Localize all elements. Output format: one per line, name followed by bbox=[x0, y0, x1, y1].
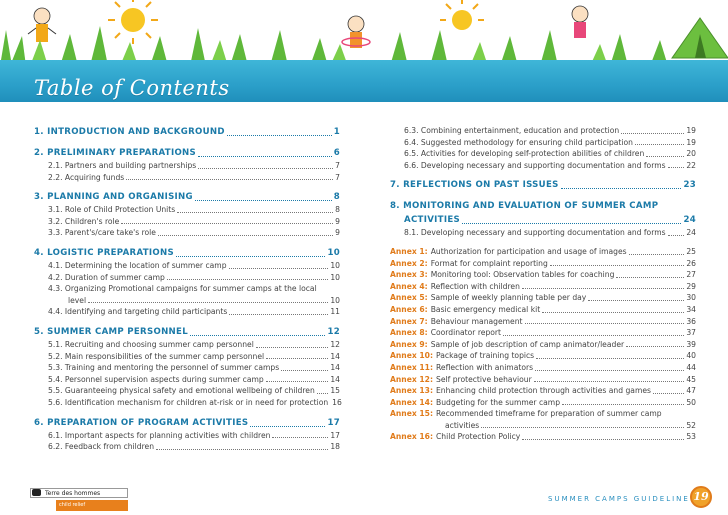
toc-page-number: 47 bbox=[686, 386, 696, 396]
toc-page-number: 24 bbox=[683, 215, 696, 226]
logo-mark-icon bbox=[32, 489, 41, 496]
toc-spacer bbox=[34, 183, 340, 190]
dot-leader bbox=[158, 227, 333, 236]
toc-page-number: 1 bbox=[333, 127, 340, 137]
toc-entry-label: Sample of weekly planning table per day bbox=[430, 293, 587, 303]
dot-leader bbox=[266, 351, 328, 360]
logo-tagline: child relief bbox=[56, 500, 128, 511]
toc-page-number: 10 bbox=[327, 247, 340, 258]
tent-icon bbox=[672, 18, 728, 58]
toc-entry-label: 6.3. Combining entertainment, education and protection bbox=[404, 126, 620, 135]
dot-leader bbox=[668, 227, 685, 236]
toc-section-entry bbox=[34, 246, 340, 260]
toc-spacer bbox=[390, 192, 696, 199]
toc-page-number: 19 bbox=[686, 126, 696, 135]
annex-entry bbox=[390, 431, 696, 443]
toc-page-number: 18 bbox=[330, 442, 340, 452]
toc-entry-label: Package of training topics bbox=[436, 351, 535, 361]
toc-page-number: 29 bbox=[686, 281, 696, 291]
page-footer bbox=[0, 478, 728, 515]
toc-entry-label: 6.5. Activities for developing self-protection abilities of children bbox=[404, 149, 645, 159]
toc-entry-label: 8.1. Developing necessary and supporting documentation and forms bbox=[404, 228, 666, 238]
toc-entry-label: Reflection with children bbox=[430, 281, 520, 291]
toc-page-number: 40 bbox=[686, 351, 696, 361]
toc-entry-label: activities bbox=[445, 420, 480, 430]
dot-leader bbox=[588, 292, 684, 301]
toc-entry-label: 6.2. Feedback from children bbox=[48, 442, 155, 452]
toc-subentry bbox=[34, 160, 340, 172]
toc-entry-label: 7. REFLECTIONS ON PAST ISSUES bbox=[390, 180, 559, 191]
dot-leader bbox=[195, 190, 332, 201]
toc-page-number: 44 bbox=[686, 362, 696, 372]
toc-page-number: 16 bbox=[332, 397, 342, 407]
toc-subentry bbox=[34, 306, 340, 318]
toc-page-number: 6 bbox=[333, 148, 340, 158]
toc-entry-label: 8. MONITORING AND EVALUATION OF SUMMER CAMP bbox=[390, 201, 659, 212]
dot-leader bbox=[227, 125, 332, 136]
dot-leader bbox=[266, 374, 329, 383]
toc-entry-label: 4.3. Organizing Promotional campaigns for summer camps at the local bbox=[48, 284, 317, 294]
dot-leader bbox=[635, 137, 684, 146]
toc-page-number: 15 bbox=[330, 386, 340, 396]
toc-page-number: 14 bbox=[330, 363, 340, 373]
dot-leader bbox=[317, 385, 329, 394]
sun-icon bbox=[440, 0, 484, 30]
annex-key: Annex 15: bbox=[390, 409, 433, 419]
toc-page-number: 14 bbox=[330, 351, 340, 361]
child-figure-icon bbox=[572, 6, 588, 38]
toc-entry-label: Behaviour management bbox=[430, 316, 523, 326]
toc-entry-label: 3.1. Role of Child Protection Units bbox=[48, 205, 176, 215]
toc-entry-label: 2. PRELIMINARY PREPARATIONS bbox=[34, 148, 197, 158]
toc-page-number: 22 bbox=[686, 160, 696, 170]
toc-subentry bbox=[34, 227, 340, 239]
annex-entry bbox=[390, 292, 696, 304]
header-banner bbox=[0, 0, 728, 110]
toc-section-entry bbox=[390, 199, 696, 213]
annex-entry bbox=[390, 258, 696, 270]
toc-page-number: 53 bbox=[686, 432, 696, 442]
toc-page-number: 10 bbox=[330, 260, 340, 270]
toc-page-number: 23 bbox=[683, 180, 696, 191]
annex-entry bbox=[390, 269, 696, 281]
toc-entry-label: 5.5. Guaranteeing physical safety and emotional wellbeing of children bbox=[48, 386, 315, 396]
toc-entry-label: 5.2. Main responsibilities of the summer camp personnel bbox=[48, 351, 265, 361]
dot-leader bbox=[126, 172, 333, 181]
toc-entry-label: level bbox=[68, 295, 87, 305]
toc-section-entry bbox=[34, 125, 340, 139]
toc-page-number: 10 bbox=[330, 272, 340, 282]
toc-entry-label: 5. SUMMER CAMP PERSONNEL bbox=[34, 326, 188, 337]
toc-page-number: 25 bbox=[686, 246, 696, 256]
toc-spacer bbox=[390, 239, 696, 246]
toc-subentry bbox=[34, 204, 340, 216]
dot-leader bbox=[198, 160, 333, 169]
page-number-badge: 19 bbox=[690, 486, 712, 508]
annex-entry bbox=[390, 362, 696, 374]
annex-key: Annex 7: bbox=[390, 316, 428, 326]
toc-entry-label: 5.1. Recruiting and choosing summer camp personnel bbox=[48, 339, 254, 349]
annex-key: Annex 5: bbox=[390, 293, 428, 303]
dot-leader bbox=[562, 397, 684, 406]
toc-subentry bbox=[34, 374, 340, 386]
toc-page-number: 7 bbox=[335, 161, 340, 170]
dot-leader bbox=[626, 339, 684, 348]
toc-entry-label: Enhancing child protection through activities and games bbox=[436, 386, 651, 396]
annex-entry bbox=[390, 350, 696, 362]
toc-page-number: 12 bbox=[327, 326, 340, 337]
toc-entry-label: 3.2. Children's role bbox=[48, 216, 120, 226]
dot-leader bbox=[668, 160, 685, 169]
toc-spacer bbox=[34, 239, 340, 246]
toc-entry-label: Basic emergency medical kit bbox=[430, 304, 541, 314]
toc-entry-label: Reflection with animators bbox=[436, 362, 534, 372]
toc-page-number: 34 bbox=[686, 304, 696, 314]
annex-key: Annex 13: bbox=[390, 386, 433, 396]
dot-leader bbox=[525, 316, 685, 325]
dot-leader bbox=[198, 146, 332, 157]
toc-page-number: 37 bbox=[686, 328, 696, 338]
toc-page-number: 52 bbox=[686, 420, 696, 430]
toc-entry-label: 3.3. Parent's/care take's role bbox=[48, 228, 156, 238]
toc-page-number: 11 bbox=[330, 307, 340, 317]
toc-subentry-continued bbox=[34, 295, 340, 307]
toc-entry-label: Sample of job description of camp animator/leader bbox=[430, 339, 625, 349]
toc-section-entry bbox=[34, 146, 340, 160]
toc-page-number: 17 bbox=[327, 417, 340, 428]
toc-page-number: 14 bbox=[330, 374, 340, 384]
dot-leader bbox=[121, 216, 333, 225]
toc-page-number: 20 bbox=[686, 149, 696, 159]
dot-leader bbox=[190, 325, 325, 336]
toc-page-number: 45 bbox=[686, 374, 696, 384]
toc-entry-label: ACTIVITIES bbox=[404, 215, 460, 226]
toc-subentry bbox=[390, 137, 696, 149]
dot-leader bbox=[177, 204, 333, 213]
toc-page-number: 30 bbox=[686, 293, 696, 303]
toc-section-entry bbox=[34, 416, 340, 430]
toc-subentry bbox=[34, 351, 340, 363]
annex-key: Annex 4: bbox=[390, 281, 428, 291]
annex-entry bbox=[390, 327, 696, 339]
dot-leader bbox=[88, 295, 328, 304]
child-figure-icon bbox=[28, 8, 56, 42]
toc-page-number: 9 bbox=[335, 216, 340, 226]
toc-subentry bbox=[34, 430, 340, 442]
toc-page-number: 8 bbox=[333, 192, 340, 203]
toc-entry-label: Child Protection Policy bbox=[436, 432, 521, 442]
logo-name: Terre des hommes bbox=[30, 488, 128, 498]
dot-leader bbox=[167, 272, 328, 281]
toc-page-number: 12 bbox=[330, 339, 340, 349]
toc-entry-label: Budgeting for the summer camp bbox=[436, 397, 561, 407]
toc-entry-label: 6.1. Important aspects for planning activities with children bbox=[48, 430, 271, 440]
toc-page-number: 8 bbox=[335, 205, 340, 215]
page-title: Table of Contents bbox=[34, 76, 230, 100]
toc-section-entry bbox=[390, 213, 696, 227]
dot-leader bbox=[281, 362, 328, 371]
toc-page-number: 7 bbox=[335, 172, 340, 182]
dot-leader bbox=[536, 350, 684, 359]
toc-entry-label: Authorization for participation and usage of images bbox=[430, 246, 627, 256]
toc-page-number: 10 bbox=[330, 295, 340, 305]
toc-subentry bbox=[34, 339, 340, 351]
annex-entry bbox=[390, 408, 696, 420]
annex-key: Annex 12: bbox=[390, 374, 433, 384]
dot-leader bbox=[522, 281, 684, 290]
annex-key: Annex 11: bbox=[390, 362, 433, 372]
toc-subentry bbox=[390, 227, 696, 239]
dot-leader bbox=[535, 362, 684, 371]
annex-key: Annex 14: bbox=[390, 397, 433, 407]
toc-section-entry bbox=[34, 325, 340, 339]
toc-entry-label: Format for complaint reporting bbox=[430, 258, 548, 268]
annex-entry bbox=[390, 316, 696, 328]
toc-entry-label: 4.1. Determining the location of summer camp bbox=[48, 260, 227, 270]
dot-leader bbox=[621, 125, 684, 134]
toc-entry-label: Recommended timeframe for preparation of summer camp bbox=[436, 409, 662, 419]
toc-entry-label: 2.1. Partners and building partnerships bbox=[48, 161, 197, 170]
dot-leader bbox=[503, 327, 684, 336]
toc-entry-label: 4. LOGISTIC PREPARATIONS bbox=[34, 247, 175, 258]
dot-leader bbox=[229, 260, 329, 269]
toc-entry-label: 6.4. Suggested methodology for ensuring child participation bbox=[404, 137, 633, 147]
dot-leader bbox=[176, 246, 325, 257]
toc-page-number: 19 bbox=[686, 137, 696, 147]
toc-page-number: 39 bbox=[686, 339, 696, 349]
annex-entry-continued bbox=[390, 420, 696, 432]
dot-leader bbox=[250, 416, 325, 427]
dot-leader bbox=[561, 178, 682, 189]
toc-entry-label: 4.4. Identifying and targeting child participants bbox=[48, 307, 228, 317]
toc-spacer bbox=[34, 139, 340, 146]
annex-entry bbox=[390, 281, 696, 293]
dot-leader bbox=[653, 385, 684, 394]
toc-subentry bbox=[34, 362, 340, 374]
dot-leader bbox=[550, 258, 685, 267]
dot-leader bbox=[646, 148, 684, 157]
toc-entry-label: 6. PREPARATION OF PROGRAM ACTIVITIES bbox=[34, 417, 249, 428]
dot-leader bbox=[156, 441, 328, 450]
toc-subentry bbox=[34, 441, 340, 453]
toc-entry-label: 1. INTRODUCTION AND BACKGROUND bbox=[34, 127, 225, 137]
toc-section-entry bbox=[34, 190, 340, 204]
toc-spacer bbox=[390, 171, 696, 178]
toc-entry-label: 3. PLANNING AND ORGANISING bbox=[34, 192, 193, 203]
dot-leader bbox=[629, 246, 685, 255]
annex-key: Annex 1: bbox=[390, 246, 428, 256]
dot-leader bbox=[481, 420, 684, 429]
toc-subentry bbox=[34, 397, 340, 409]
toc-spacer bbox=[34, 318, 340, 325]
toc-entry-label: 4.2. Duration of summer camp bbox=[48, 272, 165, 282]
dot-leader bbox=[256, 339, 329, 348]
toc-entry-label: 2.2. Acquiring funds bbox=[48, 172, 125, 182]
dot-leader bbox=[542, 304, 684, 313]
toc-subentry bbox=[34, 260, 340, 272]
dot-leader bbox=[522, 431, 684, 440]
child-figure-icon bbox=[342, 16, 370, 48]
annex-key: Annex 9: bbox=[390, 339, 428, 349]
dot-leader bbox=[462, 213, 681, 224]
toc-entry-label: Monitoring tool: Observation tables for coaching bbox=[430, 270, 615, 280]
toc-subentry bbox=[34, 172, 340, 184]
annex-entry bbox=[390, 374, 696, 386]
toc-subentry bbox=[390, 148, 696, 160]
toc-entry-label: 5.6. Identification mechanism for children at-risk or in need for protection bbox=[48, 397, 329, 407]
annex-key: Annex 6: bbox=[390, 304, 428, 314]
annex-key: Annex 2: bbox=[390, 258, 428, 268]
annex-key: Annex 8: bbox=[390, 328, 428, 338]
annex-entry bbox=[390, 385, 696, 397]
annex-entry bbox=[390, 304, 696, 316]
toc-subentry bbox=[390, 125, 696, 137]
annex-entry bbox=[390, 246, 696, 258]
dot-leader bbox=[272, 430, 328, 439]
toc-entry-label: Self protective behaviour bbox=[436, 374, 532, 384]
toc-page-number: 24 bbox=[686, 228, 696, 238]
toc-subentry bbox=[34, 272, 340, 284]
annex-key: Annex 3: bbox=[390, 270, 428, 280]
toc-page-number: 26 bbox=[686, 258, 696, 268]
annex-key: Annex 16: bbox=[390, 432, 433, 442]
toc-subentry bbox=[390, 160, 696, 172]
toc-subentry bbox=[34, 216, 340, 228]
toc-subentry bbox=[34, 385, 340, 397]
toc-section-entry bbox=[390, 178, 696, 192]
annex-entry bbox=[390, 339, 696, 351]
toc-spacer bbox=[34, 409, 340, 416]
toc-subentry bbox=[34, 283, 340, 295]
toc-left-column bbox=[34, 125, 340, 453]
toc-right-column bbox=[390, 125, 696, 443]
organization-logo bbox=[30, 488, 128, 512]
dot-leader bbox=[229, 306, 328, 315]
dot-leader bbox=[616, 269, 684, 278]
annex-key: Annex 10: bbox=[390, 351, 433, 361]
toc-page-number: 36 bbox=[686, 316, 696, 326]
toc-page-number: 9 bbox=[335, 228, 340, 238]
guideline-label: SUMMER CAMPS GUIDELINE bbox=[548, 495, 690, 503]
sun-icon bbox=[108, 0, 158, 44]
toc-entry-label: 5.3. Training and mentoring the personnel of summer camps bbox=[48, 363, 280, 373]
toc-page-number: 17 bbox=[330, 430, 340, 440]
dot-leader bbox=[534, 374, 685, 383]
toc-entry-label: Coordinator report bbox=[430, 328, 502, 338]
annex-entry bbox=[390, 397, 696, 409]
toc-page-number: 27 bbox=[686, 270, 696, 280]
toc-entry-label: 6.6. Developing necessary and supporting documentation and forms bbox=[404, 160, 666, 170]
toc-entry-label: 5.4. Personnel supervision aspects during summer camp bbox=[48, 374, 264, 384]
toc-page-number: 50 bbox=[686, 397, 696, 407]
